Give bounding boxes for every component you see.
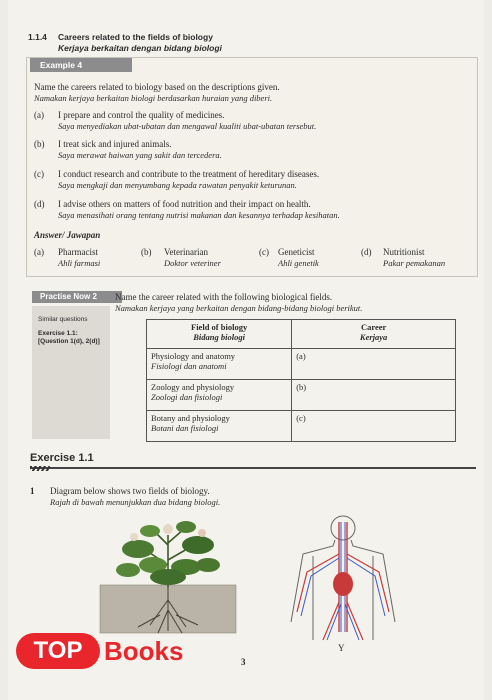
- similar-ref-2: [Question 1(d), 2(d)]: [38, 338, 100, 345]
- field-cell: [147, 380, 292, 411]
- exercise-hatch: [30, 466, 50, 471]
- example-item-a: I prepare and control the quality of medicines.: [58, 110, 225, 120]
- answer-label: Answer/ Jawapan: [34, 230, 101, 240]
- col-field-header: [147, 320, 292, 349]
- section-number: 1.1.4: [28, 32, 47, 42]
- answer-c-label: (c): [259, 247, 269, 257]
- career-answer-cell[interactable]: (a): [292, 349, 456, 380]
- circulatory-system-illustration: [283, 512, 403, 642]
- table-header-row: [147, 320, 456, 349]
- question-text-ms: Rajah di bawah menunjukkan dua bidang biologi.: [50, 497, 221, 507]
- field-ms: Fisiologi dan anatomi: [151, 361, 227, 371]
- example-item-d-label: (d): [34, 199, 45, 209]
- example-item-d-ms: Saya menasihati orang tentang nutrisi makanan dan kesannya terhadap kesihatan.: [58, 210, 340, 220]
- question-text: Diagram below shows two fields of biology.: [50, 486, 210, 496]
- career-answer-cell[interactable]: (b): [292, 380, 456, 411]
- book-page: [8, 0, 484, 700]
- field-cell: [147, 411, 292, 442]
- table-row: [147, 411, 456, 442]
- section-subtitle: Kerjaya berkaitan dengan bidang biologi: [58, 43, 222, 53]
- answer-b-label: (b): [141, 247, 152, 257]
- answer-a-label: (a): [34, 247, 44, 257]
- example-item-c-ms: Saya mengkaji dan menyumbang kepada rawatan penyakit keturunan.: [58, 180, 297, 190]
- example-intro-ms: Namakan kerjaya berkaitan biologi berdasarkan huraian yang diberi.: [34, 93, 273, 103]
- similar-title: Similar questions: [38, 316, 88, 323]
- logo-books: Books: [104, 636, 184, 666]
- field-en: Physiology and anatomy: [151, 351, 236, 361]
- example-item-c-label: (c): [34, 169, 44, 179]
- field-en: Botany and physiology: [151, 413, 230, 423]
- example-item-a-ms: Saya menyediakan ubat-ubatan dan mengawal kualiti ubat-ubatan tersebut.: [58, 121, 317, 131]
- example-item-d: I advise others on matters of food nutrition and their impact on health.: [58, 199, 311, 209]
- col-field-ms: Bidang biologi: [193, 332, 245, 342]
- answer-d-label: (d): [361, 247, 372, 257]
- practise-tab: Practise Now 2: [32, 291, 122, 303]
- field-en: Zoology and physiology: [151, 382, 235, 392]
- exercise-title: Exercise 1.1: [30, 452, 94, 464]
- similar-ref-1: Exercise 1.1:: [38, 330, 78, 337]
- practise-instruction-ms: Namakan kerjaya yang berkaitan dengan bidang-bidang biologi berikut.: [115, 303, 363, 313]
- answer-a: Pharmacist: [58, 247, 98, 257]
- answer-b: Veterinarian: [164, 247, 208, 257]
- example-item-b-ms: Saya merawat haiwan yang sakit dan tercedera.: [58, 150, 222, 160]
- answer-a-ms: Ahli farmasi: [58, 258, 101, 268]
- example-tab: Example 4: [30, 58, 132, 72]
- example-item-a-label: (a): [34, 110, 44, 120]
- topbooks-logo: [16, 631, 206, 671]
- page-number: 3: [241, 657, 246, 667]
- example-item-c: I conduct research and contribute to the treatment of hereditary diseases.: [58, 169, 320, 179]
- figure-label-y: Y: [338, 643, 345, 653]
- col-career-ms: Kerjaya: [359, 332, 388, 342]
- answer-c: Geneticist: [278, 247, 315, 257]
- field-cell: [147, 349, 292, 380]
- answer-d-ms: Pakar pemakanan: [383, 258, 446, 268]
- career-table: [146, 319, 456, 442]
- plant-illustration: [98, 515, 238, 635]
- answer-d: Nutritionist: [383, 247, 425, 257]
- example-item-b: I treat sick and injured animals.: [58, 139, 172, 149]
- answer-c-ms: Ahli genetik: [278, 258, 319, 268]
- career-answer-cell[interactable]: (c): [292, 411, 456, 442]
- example-intro: Name the careers related to biology based on the descriptions given.: [34, 82, 280, 92]
- similar-questions-panel: [32, 306, 110, 439]
- exercise-rule: [30, 467, 476, 469]
- practise-instruction: Name the career related with the following biological fields.: [115, 292, 333, 302]
- answer-b-ms: Doktor veteriner: [164, 258, 221, 268]
- col-field-en: Field of biology: [191, 322, 248, 332]
- logo-top: TOP: [16, 633, 100, 669]
- field-ms: Botani dan fisiologi: [151, 423, 219, 433]
- question-number: 1: [30, 486, 35, 496]
- col-career-en: Career: [360, 322, 387, 332]
- table-row: [147, 380, 456, 411]
- section-title: Careers related to the fields of biology: [58, 32, 213, 42]
- field-ms: Zoologi dan fisiologi: [151, 392, 223, 402]
- col-career-header: [292, 320, 456, 349]
- table-row: [147, 349, 456, 380]
- example-item-b-label: (b): [34, 139, 45, 149]
